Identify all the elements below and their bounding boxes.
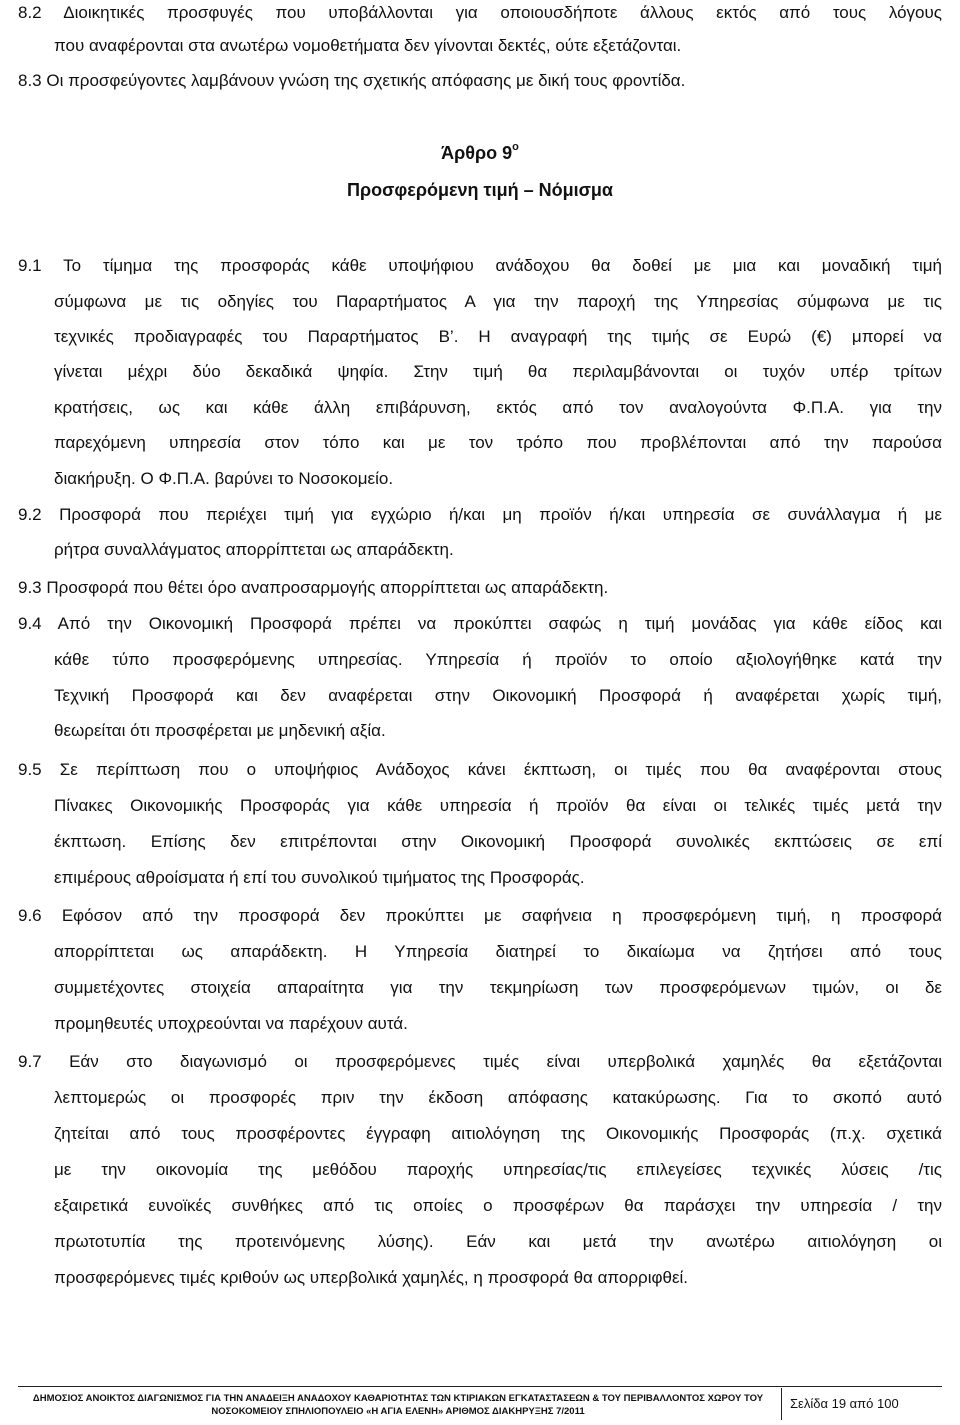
footer-divider xyxy=(18,1386,942,1387)
article-title-sup: ο xyxy=(512,141,519,153)
para-number: 9.3 xyxy=(18,578,42,597)
para-9-2-line-2: ρήτρα συναλλάγματος απορρίπτεται ως απαράδεκτη. xyxy=(54,540,454,559)
para-9-4-line-4: θεωρείται ότι προσφέρεται με μηδενική αξία. xyxy=(54,721,386,740)
article-subtitle: Προσφερόμενη τιμή – Νόμισμα xyxy=(346,180,613,200)
para-9-6-line-1 xyxy=(18,905,942,927)
para-number: 9.2 xyxy=(18,505,42,524)
para-9-5-line-1 xyxy=(18,759,942,781)
para-number: 9.7 xyxy=(18,1052,42,1071)
para-number: 9.5 xyxy=(18,760,42,779)
para-9-4-line-1 xyxy=(18,613,942,635)
para-9-1-line-2: σύμφωνα με τις οδηγίες του Παραρτήματος Α για την παροχή της Υπηρεσίας σύμφωνα με τις xyxy=(54,292,942,311)
para-9-7-line-3: ζητείται από τους προσφέροντες έγγραφη αιτιολόγηση της Οικονομικής Προσφοράς (π.χ. σχετικά xyxy=(54,1124,942,1143)
para-text: Εάν στο διαγωνισμό οι προσφερόμενες τιμές είναι υπερβολικά χαμηλές θα εξετάζονται xyxy=(69,1052,942,1071)
article-title-text: Άρθρο 9 xyxy=(441,143,513,163)
para-text: Από την Οικονομική Προσφορά πρέπει να προκύπτει σαφώς η τιμή μονάδας για κάθε είδος και xyxy=(57,614,942,633)
para-9-7-line-7: προσφερόμενες τιμές κριθούν ως υπερβολικά χαμηλές, η προσφορά θα απορριφθεί. xyxy=(54,1268,689,1287)
para-9-5-line-3: έκπτωση. Επίσης δεν επιτρέπονται στην Οικονομική Προσφορά συνολικές εκπτώσεις σε επί xyxy=(54,832,942,851)
para-9-5-line-2: Πίνακες Οικονομικής Προσφοράς για κάθε υπηρεσία ή προϊόν θα είναι οι τελικές τιμές μετά την xyxy=(54,796,942,815)
text-line-8-2a: 8.2 Διοικητικές προσφυγές που υποβάλλονται για οποιουσδήποτε άλλους εκτός από τους λόγους xyxy=(18,3,942,22)
footer-separator xyxy=(781,1388,782,1420)
text-line-8-3: 8.3 Οι προσφεύγοντες λαμβάνουν γνώση της σχετικής απόφασης με δική τους φροντίδα. xyxy=(18,71,686,90)
para-9-4-line-2: κάθε τύπο προσφερόμενης υπηρεσίας. Υπηρεσία ή προϊόν το οποίο αξιολογήθηκε κατά την xyxy=(54,650,942,669)
para-9-1-line-4: γίνεται μέχρι δύο δεκαδικά ψηφία. Στην τιμή θα περιλαμβάνονται οι τυχόν υπέρ τρίτων xyxy=(54,362,942,381)
para-9-1-line-3: τεχνικές προδιαγραφές του Παραρτήματος Β’. Η αναγραφή της τιμής σε Ευρώ (€) μπορεί να xyxy=(54,327,942,346)
para-9-1-line-6: παρεχόμενη υπηρεσία στον τόπο και με τον τρόπο που προβλέπονται από την παρούσα xyxy=(54,433,942,452)
para-9-7-line-2: λεπτομερώς οι προσφορές πριν την έκδοση απόφασης κατακύρωσης. Για το σκοπό αυτό xyxy=(54,1088,942,1107)
para-number: 9.6 xyxy=(18,906,42,925)
footer-title xyxy=(18,1392,778,1418)
para-9-7-line-4: με την οικονομία της μεθόδου παροχής υπηρεσίας/τις επιλεγείσες τεχνικές λύσεις /τις xyxy=(54,1160,942,1179)
para-9-1-line-5: κρατήσεις, ως και κάθε άλλη επιβάρυνση, εκτός από τον αναλογούντα Φ.Π.Α. για την xyxy=(54,398,942,417)
para-text: Προσφορά που θέτει όρο αναπροσαρμογής απορρίπτεται ως απαράδεκτη. xyxy=(46,578,609,597)
para-9-5-line-4: επιμέρους αθροίσματα ή επί του συνολικού τιμήματος της Προσφοράς. xyxy=(54,868,585,887)
para-9-1-line-7: διακήρυξη. Ο Φ.Π.Α. βαρύνει το Νοσοκομείο. xyxy=(54,469,394,488)
para-text: Προσφορά που περιέχει τιμή για εγχώριο ή/και μη προϊόν ή/και υπηρεσία σε συνάλλαγμα ή με xyxy=(59,505,942,524)
para-number: 9.1 xyxy=(18,256,42,275)
para-number: 9.4 xyxy=(18,614,42,633)
para-9-1-line-1 xyxy=(18,255,942,277)
para-9-6-line-3: συμμετέχοντες στοιχεία απαραίτητα για την τεκμηρίωση των προσφερόμενων τιμών, οι δε xyxy=(54,978,942,997)
para-9-2-line-1 xyxy=(18,504,942,526)
para-9-6-line-2: απορρίπτεται ως απαράδεκτη. Η Υπηρεσία διατηρεί το δικαίωμα να ζητήσει από τους xyxy=(54,942,942,961)
para-9-6-line-4: προμηθευτές υποχρεούνται να παρέχουν αυτά. xyxy=(54,1014,408,1033)
para-text: Εφόσον από την προσφορά δεν προκύπτει με σαφήνεια η προσφερόμενη τιμή, η προσφορά xyxy=(61,906,942,925)
para-9-3-line-1 xyxy=(18,577,608,599)
article-title xyxy=(0,143,960,164)
para-9-7-line-6: πρωτοτυπία της προτεινόμενης λύσης). Εάν και μετά την ανωτέρω αιτιολόγηση οι xyxy=(54,1232,942,1251)
footer-line-2: ΝΟΣΟΚΟΜΕΙΟΥ ΣΠΗΛΙΟΠΟΥΛΕΙΟ «Η ΑΓΙΑ ΕΛΕΝΗ» ΑΡΙΘΜΟΣ ΔΙΑΚΗΡΥΞΗΣ 7/2011 xyxy=(211,1406,585,1417)
footer-line-1: ΔΗΜΟΣΙΟΣ ΑΝΟΙΚΤΟΣ ΔΙΑΓΩΝΙΣΜΟΣ ΓΙΑ ΤΗΝ ΑΝΑΔΕΙΞΗ ΑΝΑΔΟΧΟΥ ΚΑΘΑΡΙΟΤΗΤΑΣ ΤΩΝ ΚΤΙΡΙΑΚΩΝ ΕΓΚΑΤΑΣΤΑΣΕΩΝ & ΤΟΥ ΠΕΡΙΒΑΛΛΟΝΤΟΣ ΧΩΡΟΥ ΤΟΥ xyxy=(32,1393,764,1404)
para-9-7-line-1 xyxy=(18,1051,942,1073)
page-number: Σελίδα 19 από 100 xyxy=(790,1396,899,1411)
para-9-7-line-5: εξαιρετικά ευνοϊκές συνθήκες από τις οποίες ο προσφέρων θα παράσχει την υπηρεσία / την xyxy=(54,1196,942,1215)
text-line-8-2b: που αναφέρονται στα ανωτέρω νομοθετήματα δεν γίνονται δεκτές, ούτε εξετάζονται. xyxy=(54,36,682,55)
para-9-4-line-3: Τεχνική Προσφορά και δεν αναφέρεται στην Οικονομική Προσφορά ή αναφέρεται χωρίς τιμή, xyxy=(54,686,942,705)
para-text: Σε περίπτωση που ο υποψήφιος Ανάδοχος κάνει έκπτωση, οι τιμές που θα αναφέρονται στους xyxy=(59,760,942,779)
para-text: Το τίμημα της προσφοράς κάθε υποψήφιου ανάδοχου θα δοθεί με μια και μοναδική τιμή xyxy=(63,256,943,275)
